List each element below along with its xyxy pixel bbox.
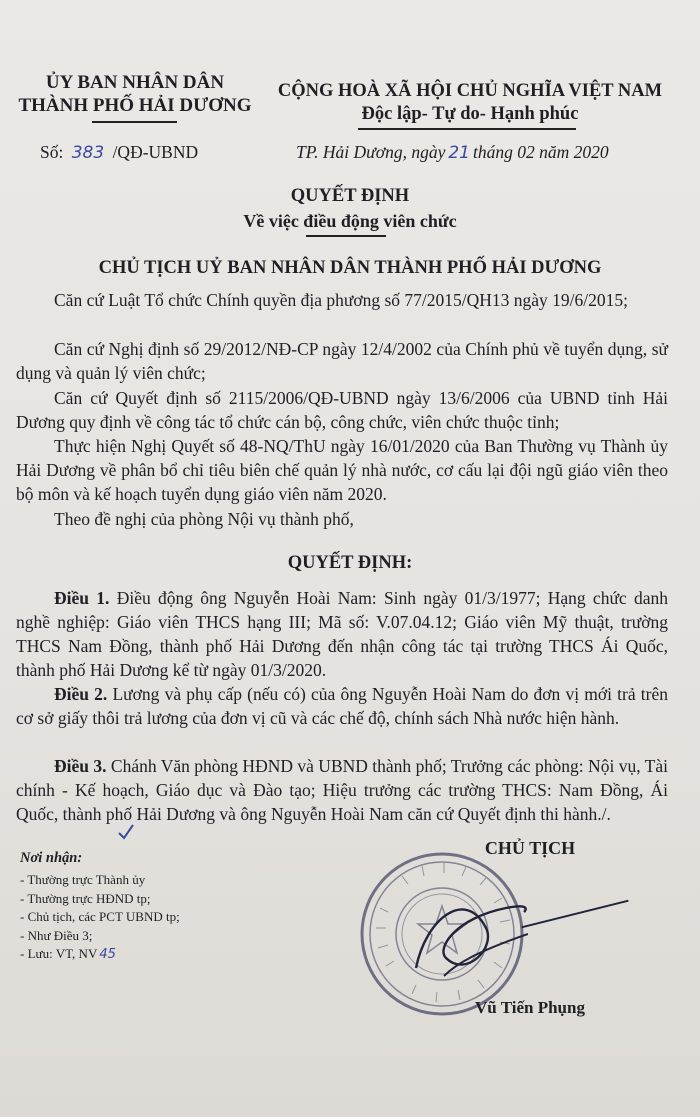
official-seal-icon	[356, 848, 528, 1020]
doc-no-suffix: /QĐ-UBND	[112, 142, 199, 162]
recipient-item: - Chủ tịch, các PCT UBND tp;	[20, 909, 180, 924]
basis-paragraph-2: Căn cứ Nghị định số 29/2012/NĐ-CP ngày 12/4/2002 của Chính phủ về tuyển dụng, sử dụng và quản lý viên chức;	[16, 339, 668, 383]
recipient-item: - Thường trực Thành ủy	[20, 872, 146, 887]
basis-paragraph-4: Thực hiện Nghị Quyết số 48-NQ/ThU ngày 16/01/2020 của Ban Thường vụ Thành ủy Hải Dương về phân bổ chỉ tiêu biên chế quản lý nhà nước, cơ cấu lại đội ngũ giáo viên theo bộ môn và kế hoạch tuyển dụng giáo viên năm 2020.	[16, 436, 668, 504]
article-3	[16, 754, 668, 826]
subject-underline	[306, 235, 386, 237]
article-1-text: Điều động ông Nguyễn Hoài Nam: Sinh ngày 01/3/1977; Hạng chức danh nghề nghiệp: Giáo viên THCS hạng III; Mã số: V.07.04.12; Giáo viên Mỹ thuật, trường THCS Nam Đồng, thành phố Hải Dương đến nhận công tác tại trường THCS Ái Quốc, thành phố Hải Dương kể từ ngày 01/3/2020.	[16, 588, 668, 680]
recipient-item: - Thường trực HĐND tp;	[20, 890, 151, 906]
date-day-handwritten: 21	[448, 143, 470, 163]
article-2-text: Lương và phụ cấp (nếu có) của ông Nguyễn Hoài Nam do đơn vị mới trả trên cơ sở giấy thôi trả lương của đơn vị cũ và các chế độ, chính sách Nhà nước hiện hành.	[16, 684, 669, 728]
basis-paragraph-5: Theo đề nghị của phòng Nội vụ thành phố,	[54, 509, 354, 529]
document-subject: Về việc điều động viên chức	[243, 211, 457, 231]
motto-underline	[358, 128, 576, 130]
recipient-item: - Lưu: VT, NV 45	[20, 946, 116, 962]
nation-line-1: CỘNG HOÀ XÃ HỘI CHỦ NGHĨA VIỆT NAM	[277, 81, 663, 101]
decision-heading: QUYẾT ĐỊNH:	[287, 553, 413, 573]
signature-title: CHỦ TỊCH	[484, 838, 576, 858]
doc-no-handwritten: 383	[71, 143, 105, 163]
recipients-heading: Nơi nhận:	[20, 850, 83, 866]
article-1	[16, 586, 668, 682]
doc-no-prefix: Số:	[40, 142, 64, 162]
article-2	[16, 682, 668, 730]
org-line-2: THÀNH PHỐ HẢI DƯƠNG	[18, 95, 252, 116]
signer-name: Vũ Tiến Phụng	[475, 998, 585, 1017]
article-3-label: Điều 3.	[54, 756, 107, 776]
org-line-1: ỦY BAN NHÂN DÂN	[45, 72, 225, 93]
signature-stroke	[521, 900, 628, 929]
nation-line-2: Độc lập- Tự do- Hạnh phúc	[361, 104, 579, 124]
recipient-item: - Như Điều 3;	[20, 927, 93, 943]
document-title: QUYẾT ĐỊNH	[290, 186, 410, 206]
document-date	[296, 142, 609, 163]
document-number	[40, 142, 198, 163]
article-3-text: Chánh Văn phòng HĐND và UBND thành phố; Trưởng các phòng: Nội vụ, Tài chính - Kế hoạch, Giáo dục và Đào tạo; Hiệu trưởng các trường THCS: Nam Đồng, Ái Quốc, thành phố Hải Dương và ông Nguyễn Hoài Nam căn cứ Quyết định thi hành./.	[16, 756, 668, 824]
org-underline	[92, 121, 177, 123]
article-2-label: Điều 2.	[54, 684, 108, 704]
article-1-label: Điều 1.	[54, 588, 110, 608]
date-prefix: TP. Hải Dương, ngày	[296, 142, 446, 162]
basis-paragraph-3: Căn cứ Quyết định số 2115/2006/QĐ-UBND ngày 13/6/2006 của UBND tỉnh Hải Dương quy định về công tác tổ chức cán bộ, công chức, viên chức thuộc tỉnh;	[16, 388, 668, 432]
date-suffix: tháng 02 năm 2020	[472, 142, 609, 162]
issuer-line: CHỦ TỊCH UỶ BAN NHÂN DÂN THÀNH PHỐ HẢI DƯƠNG	[98, 258, 602, 278]
handwritten-initials: 45	[99, 947, 116, 962]
recipients-list	[20, 871, 280, 965]
handwritten-mark-icon	[116, 822, 136, 842]
basis-paragraph-1: Căn cứ Luật Tổ chức Chính quyền địa phương số 77/2015/QH13 ngày 19/6/2015;	[54, 290, 628, 310]
